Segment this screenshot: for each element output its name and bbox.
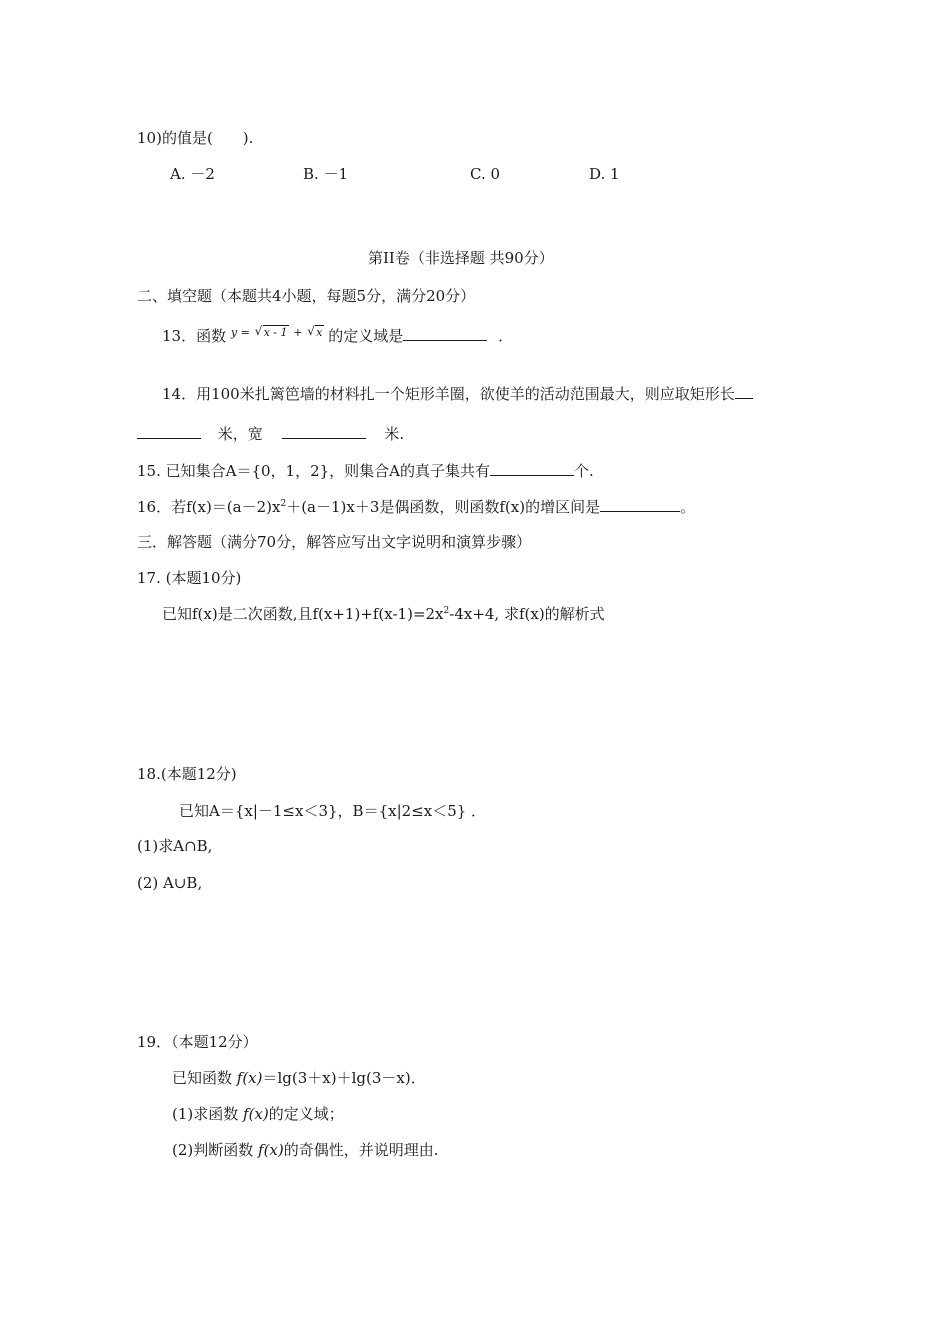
q14-length-blank-start[interactable] (735, 384, 753, 399)
q18-given: 已知A＝{x|－1≤x＜3}，B＝{x|2≤x＜5} ． (179, 802, 487, 820)
q15-text: 15. 已知集合A＝{0，1，2}，则集合A的真子集共有 (137, 462, 491, 480)
q19-part1 (172, 1104, 344, 1124)
q16-sup: 2 (280, 499, 287, 509)
q14-line2 (137, 424, 404, 444)
q19-part2-fx: f(x) (258, 1141, 284, 1159)
q10-option-d[interactable]: D. 1 (589, 165, 620, 183)
q17-sup: 2 (443, 606, 450, 616)
q15-end: 个. (574, 462, 594, 480)
q15 (137, 461, 594, 481)
q13-radicand2: x (316, 326, 323, 339)
q17-body (162, 604, 605, 624)
q13-answer-blank[interactable] (403, 326, 487, 341)
q13 (162, 326, 513, 348)
q13-sqrt1: √ x - 1 (254, 324, 288, 339)
q13-radicand1: x - 1 (263, 326, 288, 339)
q14-width-blank[interactable] (282, 424, 366, 439)
q14-text: 14．用100米扎篱笆墙的材料扎一个矩形羊圈，欲使羊的活动范围最大，则应取矩形长 (162, 385, 735, 403)
q18-part2: (2) A∪B, (137, 874, 203, 892)
q19-given-post: ＝lg(3＋x)＋lg(3－x)． (262, 1069, 426, 1087)
q18-title: 18.(本题12分) (137, 765, 237, 783)
q19-part2 (172, 1140, 439, 1160)
section2-title: 第II卷（非选择题 共90分） (368, 249, 554, 267)
q16-end: 。 (680, 498, 696, 516)
q10-option-b[interactable]: B. －1 (303, 165, 349, 183)
q13-sqrt2: √ x (307, 324, 323, 339)
q14-length-blank[interactable] (137, 424, 201, 439)
q13-prefix: 13．函数 (162, 327, 227, 345)
q14-line1 (162, 384, 753, 404)
q13-end: ． (498, 327, 514, 345)
q19-given-fx: f(x) (236, 1069, 263, 1087)
q17-post: -4x+4, 求f(x)的解析式 (449, 605, 605, 623)
q19-part1-pre: (1)求函数 (172, 1105, 244, 1123)
q19-part2-pre: (2)判断函数 (172, 1141, 259, 1159)
section3-header: 三．解答题（满分70分，解答应写出文字说明和演算步骤） (137, 533, 532, 551)
q19-part2-post: 的奇偶性，并说明理由. (283, 1141, 439, 1159)
q14-mi-end: 米. (384, 425, 405, 443)
q13-y-eq: y = (230, 326, 250, 339)
q17-title: 17. (本题10分) (137, 569, 242, 587)
q13-suffix: 的定义域是 (328, 327, 404, 345)
q19-title: 19．（本题12分） (137, 1033, 258, 1051)
q16 (137, 497, 695, 517)
q14-mi-wide: 米，宽 (217, 425, 263, 443)
q10-stem: 10)的值是( ). (137, 129, 254, 147)
q10-option-c[interactable]: C. 0 (470, 165, 501, 183)
q17-pre: 已知f(x)是二次函数,且f(x+1)+f(x-1)=2x (162, 605, 444, 623)
q16-answer-blank[interactable] (600, 497, 680, 512)
q18-part1: (1)求A∩B, (137, 837, 213, 855)
q19-given-pre: 已知函数 (172, 1069, 237, 1087)
q16-pre: 16．若f(x)＝(a－2)x (137, 498, 281, 516)
q16-post: ＋(a－1)x＋3是偶函数，则函数f(x)的增区间是 (286, 498, 601, 516)
q19-part1-post: 的定义域； (268, 1105, 344, 1123)
q13-plus: + (293, 326, 303, 339)
q19-part1-fx: f(x) (243, 1105, 269, 1123)
q15-answer-blank[interactable] (490, 461, 574, 476)
q19-given (172, 1068, 426, 1088)
q10-option-a[interactable]: A. －2 (170, 165, 215, 183)
fill-blank-header: 二、填空题（本题共4小题，每题5分，满分20分） (137, 287, 476, 305)
